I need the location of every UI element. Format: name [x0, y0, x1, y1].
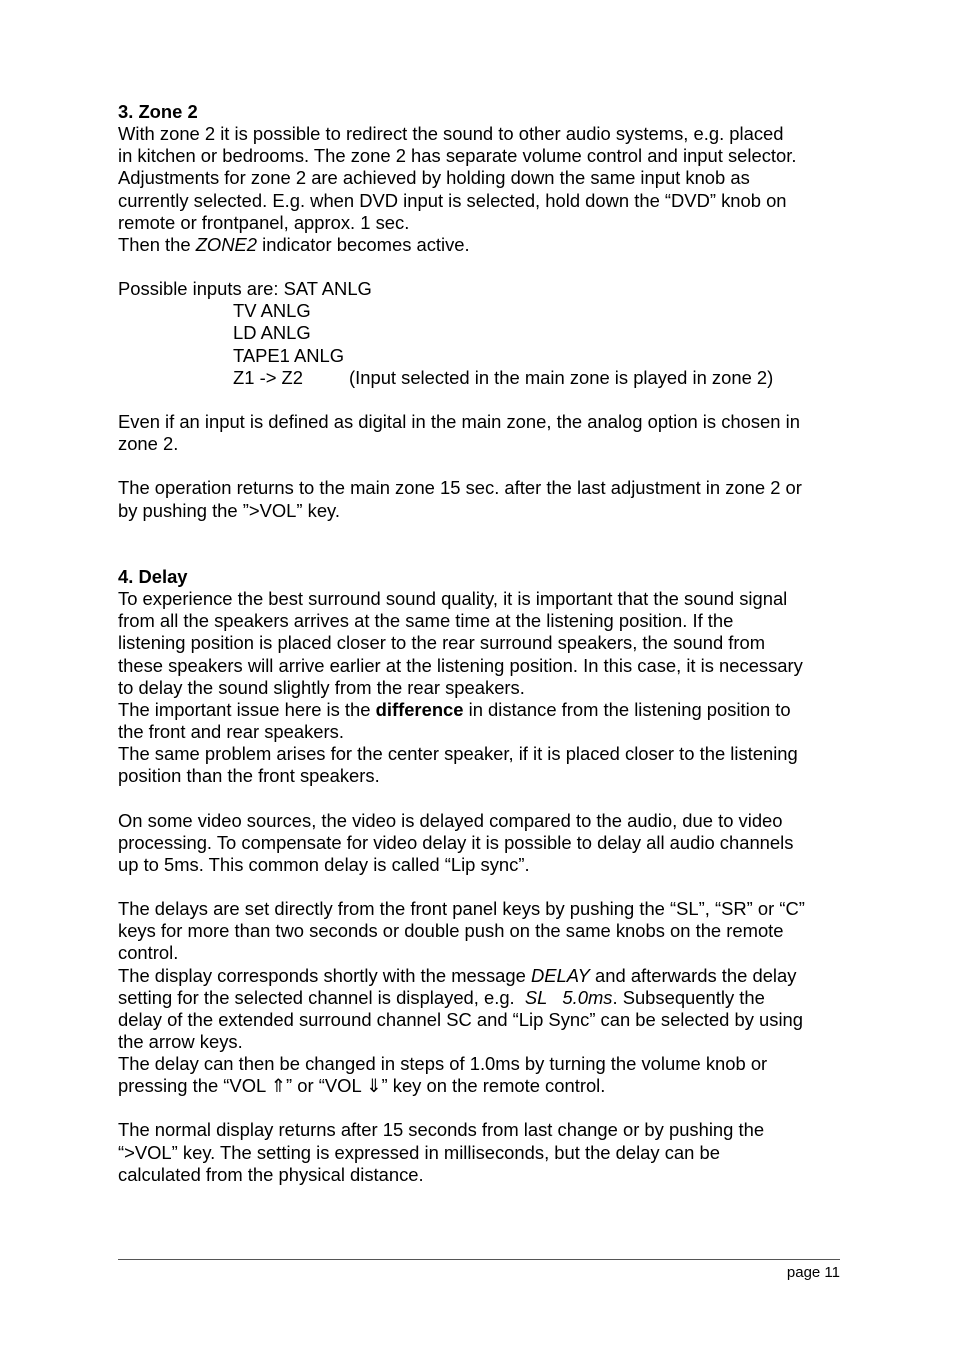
zone2-analog-paragraph: Even if an input is defined as digital in the main zone, the analog option is chosen in zone 2. [118, 410, 800, 455]
page-number: page 11 [786, 1264, 840, 1281]
lip-sync-paragraph: On some video sources, the video is delayed compared to the audio, due to video processing. To compensate for video delay it is possible to delay all audio channels up to 5ms. This common delay is called “Lip sync”. [118, 809, 794, 875]
zone2-inputs-list: Possible inputs are: SAT ANLG TV ANLG LD ANLG TAPE1 ANLG Z1 -> Z2 (Input selected in the main zone is played in zone 2) [118, 278, 848, 389]
input-option: TAPE1 ANLG [233, 344, 345, 366]
display-return-paragraph: The normal display returns after 15 seconds from last change or by pushing the “>VOL” key. The setting is expressed in milliseconds, but the delay can be calculated from the physical distance. [118, 1119, 765, 1185]
input-option: LD ANLG [233, 322, 311, 344]
delay-setting-paragraph: The delays are set directly from the front panel keys by pushing the “SL”, “SR” or “C” keys for more than two seconds or double push on the same knobs on the remote control. The display corresponds shortly with the message DELAY and afterwards the delay setting for the selected channel is displayed, e.g. SL 5.0ms. Subsequently the delay of the extended surround channel SC and “Lip Sync” can be selected by using the arrow keys. The delay can then be changed in steps of 1.0ms by turning the volume knob or pressing the “VOL ⇑” or “VOL ⇓” key on the remote control. [118, 898, 805, 1097]
footer-divider [118, 1259, 840, 1260]
delay-intro-paragraph: To experience the best surround sound quality, it is important that the sound signal from all the speakers arrives at the same time at the listening position. If the listening position is placed closer to the rear surround speakers, the sound from these speakers will arrive earlier at the listening position. In this case, it is necessary to delay the sound slightly from the rear speakers. The important issue here is the difference in distance from the listening position to the front and rear speakers. The same problem arises for the center speaker, if it is placed closer to the listening position than the front speakers. [118, 588, 803, 787]
input-option: SAT ANLG [283, 278, 372, 300]
zone2-intro-paragraph: With zone 2 it is possible to redirect the sound to other audio systems, e.g. placed in kitchen or bedrooms. The zone 2 has separate volume control and input selector. Adjustments for zone 2 are achieved by holding down the same input knob as currently selected. E.g. when DVD input is selected, hold down the “DVD” knob on remote or frontpanel, approx. 1 sec. Then the ZONE2 indicator becomes active. [118, 123, 848, 256]
input-option: TV ANLG [233, 300, 311, 322]
zone2-return-paragraph: The operation returns to the main zone 15 sec. after the last adjustment in zone 2 or by pushing the ”>VOL” key. [118, 477, 802, 521]
document-body [118, 101, 848, 1186]
input-option: Z1 -> Z2 (Input selected in the main zone is played in zone 2) [233, 366, 774, 388]
zone2-indicator-line: Then the ZONE2 indicator becomes active. [118, 233, 470, 255]
section-heading-zone2: 3. Zone 2 [118, 101, 198, 122]
section-heading-delay: 4. Delay [118, 565, 188, 587]
